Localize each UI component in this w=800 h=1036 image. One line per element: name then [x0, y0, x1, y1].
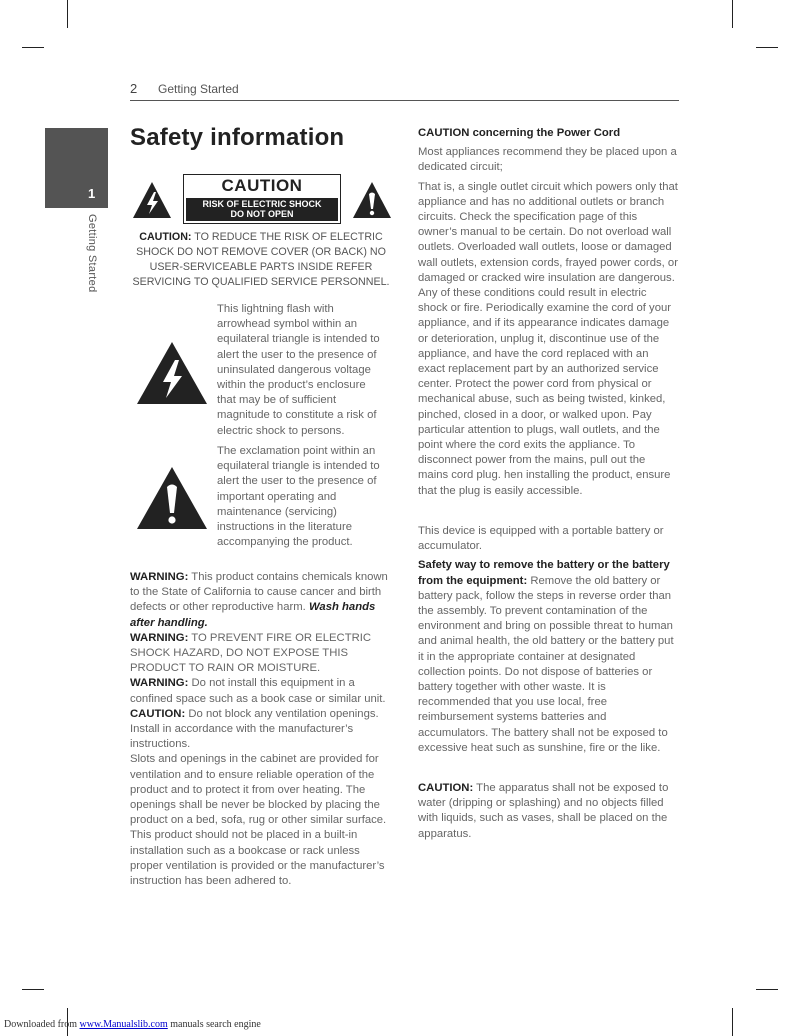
water-caution-text: The apparatus shall not be exposed to water (dripping or splashing) and no objects filled with liquids, such as vases, shall be placed on the apparatus. [418, 782, 669, 840]
power-cord-body: That is, a single outlet circuit which powers only that appliance and has no additional outlets or branch circuits. Check the specification page of this owner’s manual to be certain. Do not overload wall outlets. Overloaded wall outlets, loose or damaged wall outlets, extension cords, frayed power cords, or damaged or cracked wire insulation are dangerous. Any of these conditions could result in electric shock or fire. Periodically examine the cord of your appliance, and if its appearance indicates damage or deterioration, unplug it, discontinue use of the appliance, and have the cord replaced with an exact replacement part by an authorized service center. Protect the power cord from physical or mechanical abuse, such as being twisted, kinked, pinched, closed in a door, or walked upon. Pay particular attention to plugs, wall outlets, and the point where the cord exits the appliance. To disconnect power from the mains, pull out the mains cord plug. hen installing the product, ensure that the plug is easily accessible. [418, 180, 678, 497]
crop-mark [22, 989, 44, 990]
caution-heading: CAUTION [221, 176, 303, 195]
caution-label: CAUTION: [130, 707, 186, 720]
warning-label: WARNING: [130, 571, 189, 583]
power-cord-section [418, 126, 678, 499]
chapter-number: 1 [88, 186, 96, 201]
section-name: Getting Started [158, 82, 239, 96]
warning-label: WARNING: [130, 677, 189, 690]
power-cord-heading: CAUTION concerning the Power Cord [418, 127, 621, 139]
water-caution-label: CAUTION: [418, 782, 474, 794]
caution-line-1: RISK OF ELECTRIC SHOCK [202, 199, 322, 209]
lightning-warning-icon [131, 180, 173, 220]
exclamation-warning-icon [351, 180, 393, 220]
crop-mark [756, 989, 778, 990]
crop-mark [22, 47, 44, 48]
chapter-tab [45, 128, 108, 208]
warning-fire [130, 631, 393, 677]
page-title: Safety information [130, 124, 345, 151]
crop-mark [756, 47, 778, 48]
caution-statement-label: CAUTION: [139, 231, 192, 243]
caution-label [183, 174, 341, 224]
caution-statement-text: TO REDUCE THE RISK OF ELECTRIC SHOCK DO NOT REMOVE COVER (OR BACK) NO USER-SERVICEABLE PARTS INSIDE REFER SERVICING TO QUALIFIED SERVICE PERSONNEL. [132, 231, 390, 288]
warning-text: TO PREVENT FIRE OR ELECTRIC SHOCK HAZARD, DO NOT EXPOSE THIS PRODUCT TO RAIN OR MOISTURE. [130, 631, 372, 675]
exclamation-description [217, 444, 385, 550]
lightning-description [217, 302, 385, 439]
crop-mark [732, 1008, 733, 1036]
lightning-description-text: This lightning flash with arrowhead symbol within an equilateral triangle is intended to alert the user to the presence of uninsulated dangerous voltage within the product’s enclosure that may be of sufficient magnitude to constitute a risk of electric shock to persons. [217, 303, 380, 437]
chapter-label: Getting Started [86, 214, 98, 293]
exclamation-description-text: The exclamation point within an equilateral triangle is intended to alert the user to the presence of important operating and maintenance (servicing) instructions in the literature accompanying the product. [217, 445, 380, 549]
battery-section [418, 524, 678, 756]
warnings-block [130, 570, 393, 889]
warning-text: Do not install this equipment in a confined space such as a book case or similar unit. [130, 677, 386, 705]
manualslib-link[interactable]: www.Manualslib.com [79, 1019, 168, 1030]
warning-label: WARNING: [130, 631, 189, 644]
caution-statement [130, 230, 392, 290]
page-header [130, 78, 679, 101]
lightning-warning-icon [135, 340, 209, 406]
water-caution-section [418, 781, 678, 842]
warning-text: This product contains chemicals known to the State of California to cause cancer and birth defects or other reproductive harm. [130, 571, 388, 614]
ventilation-text: Slots and openings in the cabinet are provided for ventilation and to ensure reliable operation of the product and to protect it from over heating. The openings shall be never be blocked by placing the product on a bed, sofa, rug or other similar surface. This product should not be placed in a built-in installation such as a bookcase or rack unless proper ventilation is provided or the manufacturer’s instruction has been adhered to. [130, 753, 387, 888]
warning-confined-space [130, 676, 393, 706]
page-number: 2 [130, 81, 138, 96]
warning-emphasis: Wash hands after handling. [130, 601, 376, 629]
exclamation-warning-icon [135, 465, 209, 531]
battery-removal-heading: Safety way to remove the battery or the battery from the equipment: [418, 559, 670, 587]
battery-intro: This device is equipped with a portable battery or accumulator. [418, 525, 664, 553]
battery-removal [418, 558, 678, 756]
caution-text: Do not block any ventilation openings. Install in accordance with the manufacturer’s instructions. [130, 707, 379, 751]
power-cord-intro: Most appliances recommend they be placed upon a dedicated circuit; [418, 146, 677, 174]
footer-prefix: Downloaded from [4, 1019, 80, 1030]
crop-mark [67, 0, 68, 28]
caution-line-2: DO NOT OPEN [230, 209, 294, 219]
footer-suffix: manuals search engine [167, 1019, 261, 1030]
caution-ventilation [130, 707, 393, 753]
battery-removal-text: Remove the old battery or battery pack, follow the steps in reverse order than the assembly. To prevent contamination of the environment and bring on possible threat to human and animal health, the old battery or the battery put it in the appropriate container at designated collection points. Do not dispose of batteries or battery together with other waste. It is recommended that you use local, free reimbursement systems batteries and accumulators. The battery shall not be exposed to excessive heat such as sunshine, fire or the like. [418, 574, 674, 754]
crop-mark [732, 0, 733, 28]
warning-chemicals [130, 570, 393, 631]
caution-band [186, 198, 338, 221]
download-footer [4, 1019, 261, 1030]
